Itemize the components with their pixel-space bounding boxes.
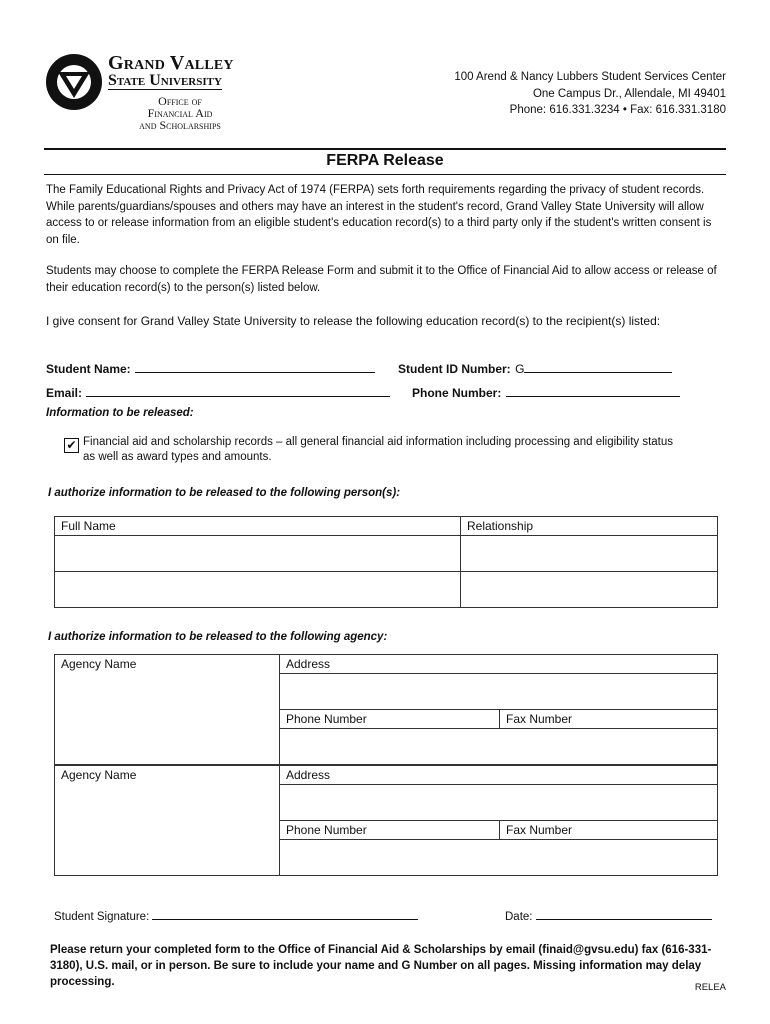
persons-table bbox=[54, 516, 718, 608]
agency-name-cell[interactable] bbox=[55, 655, 280, 765]
student-id-field[interactable] bbox=[398, 360, 672, 378]
student-name-field[interactable] bbox=[46, 360, 375, 378]
student-name-label: Student Name: bbox=[46, 362, 131, 376]
agency-name-cell[interactable] bbox=[55, 766, 280, 876]
address-line1: 100 Arend & Nancy Lubbers Student Services Center bbox=[454, 71, 726, 83]
office-line3: and Scholarships bbox=[139, 118, 221, 132]
col-full-name: Full Name bbox=[55, 517, 461, 536]
office-name bbox=[120, 95, 240, 131]
signature-field[interactable] bbox=[54, 908, 418, 923]
student-id-label: Student ID Number: bbox=[398, 362, 511, 376]
signature-input[interactable] bbox=[152, 908, 418, 920]
agency-table-1 bbox=[54, 654, 718, 765]
gvsu-logo-icon bbox=[44, 52, 104, 112]
address-line2: One Campus Dr., Allendale, MI 49401 bbox=[532, 87, 726, 100]
office-line2: Financial Aid bbox=[147, 106, 213, 120]
phone-fax-input-cell[interactable] bbox=[280, 729, 718, 765]
phone-label-cell bbox=[280, 821, 500, 840]
agency-phone-label: Phone Number bbox=[286, 712, 367, 726]
address-label-cell bbox=[280, 655, 718, 674]
logo-wordmark bbox=[108, 54, 234, 90]
address-input-cell[interactable] bbox=[280, 785, 718, 821]
consent-paragraph: I give consent for Grand Valley State University to release the following education record(s) to the recipient(s) listed: bbox=[46, 314, 661, 328]
email-label: Email: bbox=[46, 386, 83, 400]
option-line2: as well as award types and amounts. bbox=[83, 451, 272, 463]
agency-fax-label: Fax Number bbox=[506, 712, 573, 726]
email-field[interactable] bbox=[46, 384, 390, 402]
student-id-input[interactable] bbox=[524, 361, 672, 373]
option-paragraph: Students may choose to complete the FERPA Release Form and submit it to the Office of Financial Aid to allow access or release of their education record(s) to the person(s) listed below. bbox=[46, 265, 717, 294]
phone-label-cell bbox=[280, 710, 500, 729]
office-line1: Office of bbox=[158, 94, 202, 108]
signature-label: Student Signature: bbox=[54, 911, 150, 923]
agency-fax-label: Fax Number bbox=[506, 823, 573, 837]
date-field[interactable] bbox=[505, 908, 712, 923]
return-instructions: Please return your completed form to the Office of Financial Aid & Scholarships by email (finaid@gvsu.edu) fax (616-331-3180), U.S. mail, or in person. Be sure to include your name and G Number on all pages. Missing information may delay processing. bbox=[50, 944, 712, 988]
agency-phone-label: Phone Number bbox=[286, 823, 367, 837]
office-address bbox=[454, 69, 726, 119]
address-input-cell[interactable] bbox=[280, 674, 718, 710]
address-label-cell bbox=[280, 766, 718, 785]
fax-label-cell bbox=[500, 821, 718, 840]
financial-aid-checkbox[interactable]: ✔ bbox=[64, 438, 79, 453]
person-name-cell[interactable] bbox=[55, 572, 461, 608]
agency-name-label: Agency Name bbox=[61, 657, 137, 671]
person-relationship-cell[interactable] bbox=[461, 536, 718, 572]
table-row bbox=[55, 572, 718, 608]
table-row bbox=[55, 536, 718, 572]
financial-aid-option bbox=[83, 435, 733, 465]
phone-input[interactable] bbox=[506, 385, 680, 397]
student-name-input[interactable] bbox=[135, 361, 375, 373]
agency-table-2 bbox=[54, 765, 718, 876]
phone-field[interactable] bbox=[412, 384, 680, 402]
logo-line1: Grand Valley bbox=[108, 52, 234, 74]
address-label: Address bbox=[286, 657, 331, 671]
intro-paragraph: The Family Educational Rights and Privacy Act of 1974 (FERPA) sets forth requirements regarding the privacy of student records. While parents/guardians/spouses and others may have an interest in the student's record, Grand Valley State University will allow access to or release information from an eligible student's education record(s) to a third party only if the student's written consent is on file. bbox=[46, 184, 712, 246]
student-id-prefix: G bbox=[515, 362, 525, 376]
col-relationship: Relationship bbox=[461, 517, 718, 536]
title-rule-top bbox=[44, 148, 726, 150]
logo-line2: State University bbox=[108, 72, 222, 89]
person-relationship-cell[interactable] bbox=[461, 572, 718, 608]
agency-name-label: Agency Name bbox=[61, 768, 137, 782]
email-input[interactable] bbox=[86, 385, 390, 397]
page-title: FERPA Release bbox=[326, 152, 444, 169]
date-label: Date: bbox=[505, 911, 533, 923]
form-code: RELEA bbox=[694, 982, 726, 993]
persons-heading: I authorize information to be released to the following person(s): bbox=[48, 487, 401, 499]
agency-heading: I authorize information to be released to the following agency: bbox=[48, 631, 388, 643]
address-line3: Phone: 616.331.3234 • Fax: 616.331.3180 bbox=[509, 104, 726, 116]
date-input[interactable] bbox=[536, 908, 712, 920]
person-name-cell[interactable] bbox=[55, 536, 461, 572]
phone-label: Phone Number: bbox=[412, 386, 502, 400]
info-heading: Information to be released: bbox=[46, 407, 194, 419]
phone-fax-input-cell[interactable] bbox=[280, 840, 718, 876]
address-label: Address bbox=[286, 768, 331, 782]
fax-label-cell bbox=[500, 710, 718, 729]
title-rule-bottom bbox=[44, 174, 726, 175]
option-line1: Financial aid and scholarship records – all general financial aid information including processing and eligibility status bbox=[83, 436, 674, 448]
